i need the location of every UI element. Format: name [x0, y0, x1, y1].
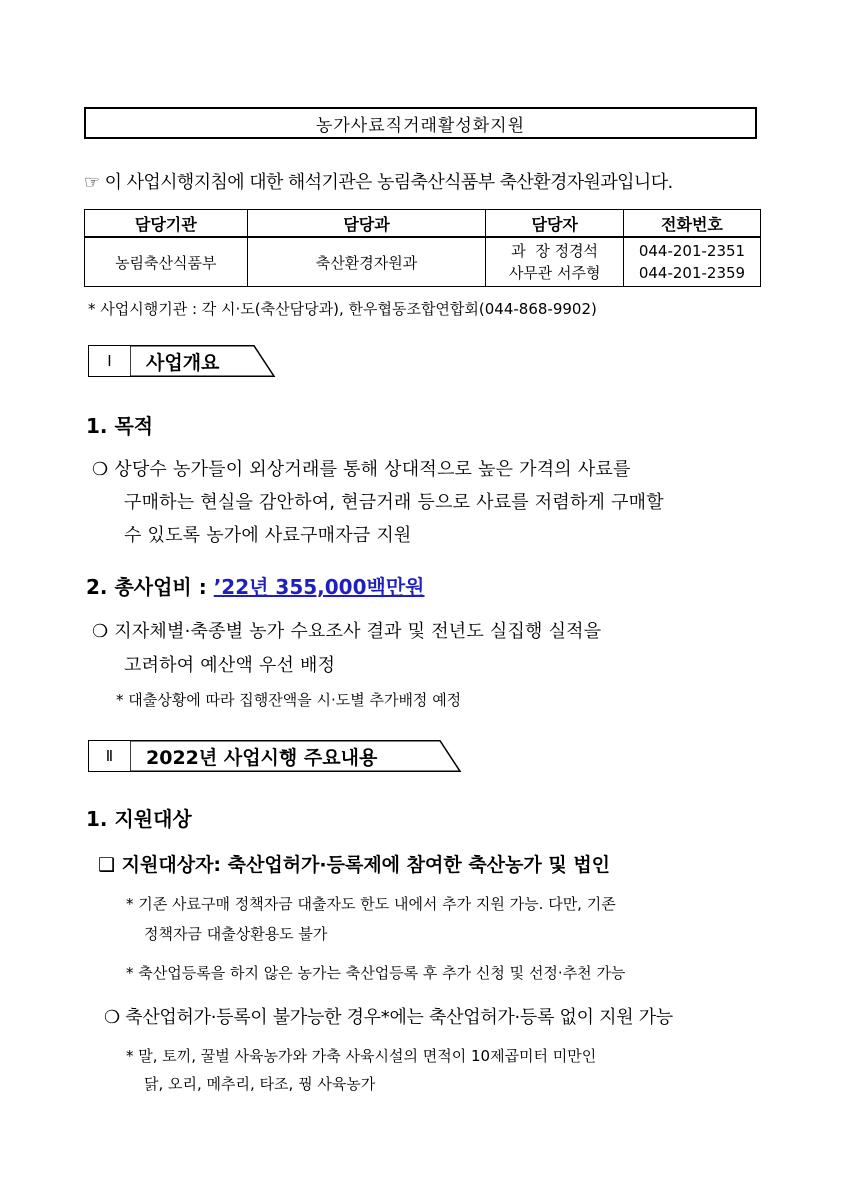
header-phone: 전화번호: [623, 210, 760, 238]
section1-title: 사업개요: [146, 352, 220, 374]
note3-line-2: 닭, 오리, 메추리, 타조, 꿩 사육농가: [144, 1075, 376, 1093]
note2: * 축산업등록을 하지 않은 농가는 축산업등록 후 추가 신청 및 선정·추천 가능: [126, 964, 626, 982]
budget-line-2: 고려하여 예산액 우선 배정: [124, 655, 336, 676]
section2-title: 2022년 사업시행 주요내용: [146, 747, 378, 769]
section2-number: Ⅱ: [88, 740, 130, 772]
contact-data-row: [85, 237, 761, 287]
section1-number: Ⅰ: [88, 345, 130, 377]
person-1: 과 장 정경석: [511, 242, 599, 260]
cell-phone: [623, 237, 760, 287]
contact-table: [84, 209, 761, 287]
note1-line-2: 정책자금 대출상환용도 불가: [144, 925, 328, 943]
contact-header-row: [85, 210, 761, 238]
person-2: 사무관 서주형: [508, 264, 601, 282]
document-title: 농가사료직거래활성화지원: [84, 107, 757, 139]
purpose-line-3: 수 있도록 농가에 사료구매자금 지원: [124, 525, 412, 546]
phone-1: 044-201-2351: [638, 242, 746, 260]
budget-note: * 대출상황에 따라 집행잔액을 시·도별 추가배정 예정: [116, 691, 462, 709]
phone-2: 044-201-2359: [638, 264, 746, 282]
purpose-heading: 1. 목적: [86, 414, 154, 438]
header-agency: 담당기관: [85, 210, 248, 238]
target-heading: 1. 지원대상: [86, 807, 192, 831]
cell-department: 축산환경자원과: [247, 237, 486, 287]
interpretation-note: ☞ 이 사업시행지침에 대한 해석기관은 농림축산식품부 축산환경자원과입니다.: [84, 172, 673, 193]
purpose-line-2: 구매하는 현실을 감안하여, 현금거래 등으로 사료를 저렴하게 구매할: [124, 492, 664, 513]
note3-line-1: * 말, 토끼, 꿀벌 사육농가와 가축 사육시설의 면적이 10제곱미터 미만인: [126, 1047, 597, 1065]
purpose-line-1: ❍ 상당수 농가들이 외상거래를 통해 상대적으로 높은 가격의 사료를: [92, 459, 631, 480]
budget-value: ’22년 355,000백만원: [213, 575, 425, 599]
exception-line: ❍ 축산업허가·등록이 불가능한 경우*에는 축산업허가·등록 없이 지원 가능: [104, 1007, 673, 1028]
budget-heading: [86, 571, 424, 600]
target-main: ❑ 지원대상자: 축산업허가·등록제에 참여한 축산농가 및 법인: [98, 854, 611, 876]
executing-agency-note: * 사업시행기관 : 각 시·도(축산담당과), 한우협동조합연합회(044-868-9902): [88, 300, 597, 318]
budget-label: 2. 총사업비 :: [86, 575, 207, 599]
cell-person: [486, 237, 624, 287]
cell-agency: 농림축산식품부: [85, 237, 248, 287]
budget-line-1: ❍ 지자체별·축종별 농가 수요조사 결과 및 전년도 실집행 실적을: [92, 621, 602, 642]
header-department: 담당과: [247, 210, 486, 238]
note1-line-1: * 기존 사료구매 정책자금 대출자도 한도 내에서 추가 지원 가능. 다만, 기존: [126, 895, 616, 913]
header-person: 담당자: [486, 210, 624, 238]
